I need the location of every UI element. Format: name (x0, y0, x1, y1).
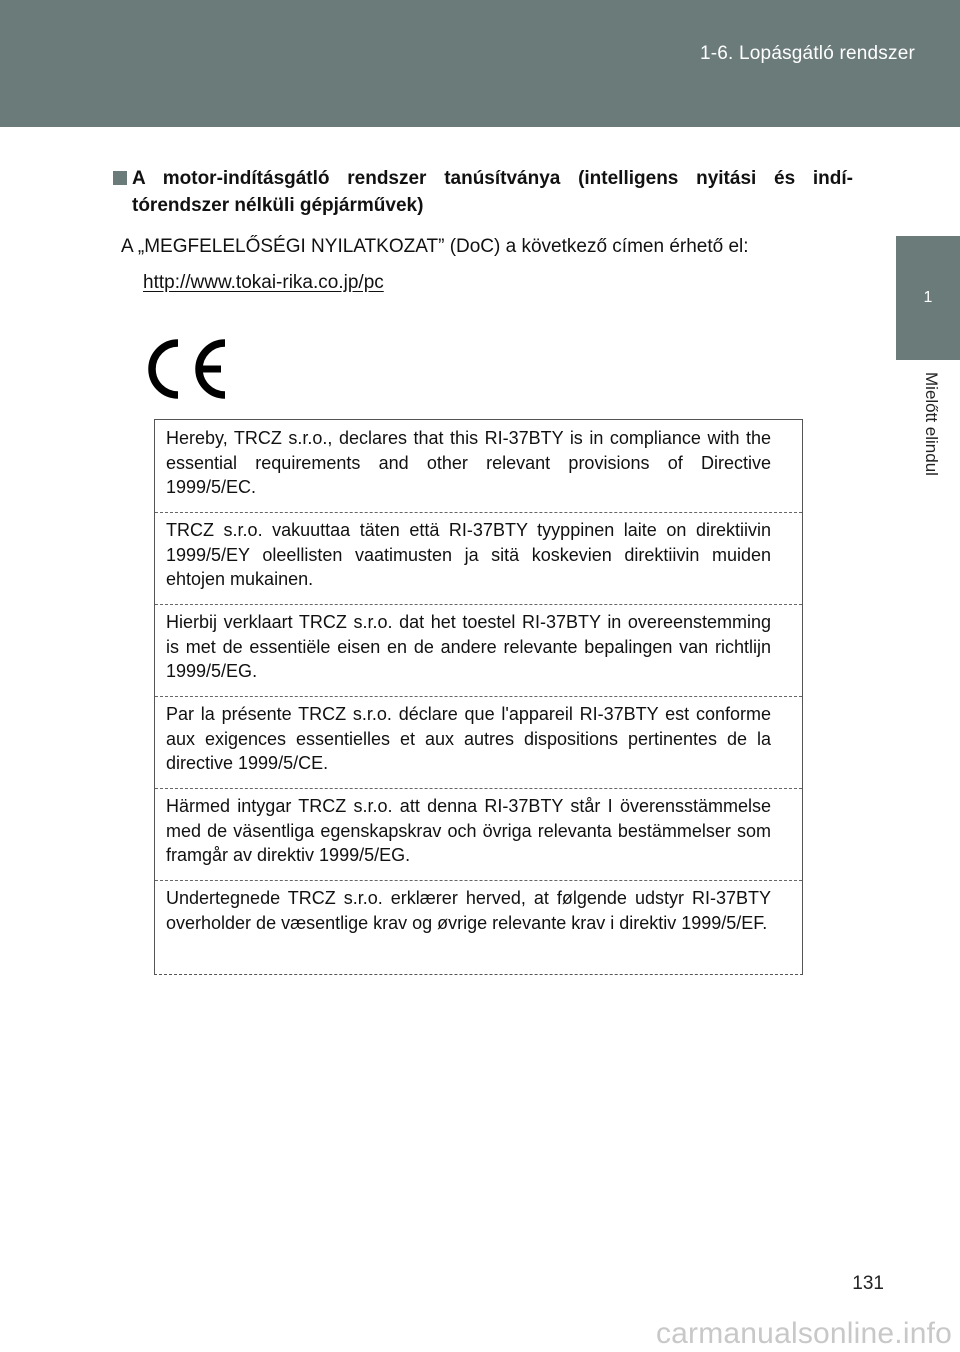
declaration-dutch: Hierbij verklaart TRCZ s.r.o. dat het toestel RI-37BTY in overeenstemming is met de essentiële eisen en de andere relevante bepalingen van richtlijn 1999/5/EG. (166, 612, 771, 681)
declaration-danish: Undertegnede TRCZ s.r.o. erklærer herved, at følgende udstyr RI-37BTY overholder de væsentlige krav og øvrige relevante krav i direktiv 1999/5/EF. (166, 888, 771, 933)
watermark: carmanualsonline.info (655, 1317, 952, 1350)
chapter-tab-label: Mielőtt elindul (922, 372, 941, 476)
section-heading-text: A motor-indításgátló rendszer tanúsítványa (intelligens nyitási és indí- tórendszer nélküli gépjárművek) (132, 168, 853, 216)
declaration-box (154, 419, 803, 975)
doc-link[interactable]: http://www.tokai-rika.co.jp/pc (143, 272, 384, 293)
page-number: 131 (852, 1273, 884, 1294)
square-bullet-icon (113, 171, 127, 185)
ce-mark-icon (145, 337, 233, 401)
declaration-french: Par la présente TRCZ s.r.o. déclare que l'appareil RI-37BTY est conforme aux exigences essentielles et aux autres dispositions pertinentes de la directive 1999/5/CE. (166, 704, 771, 773)
page-header (0, 0, 960, 127)
chapter-tab-number: 1 (896, 236, 960, 360)
section-heading (113, 165, 853, 219)
declaration-swedish: Härmed intygar TRCZ s.r.o. att denna RI-37BTY står I överensstämmelse med de väsentliga egenskapskrav och övriga relevanta bestämmelser som framgår av direktiv 1999/5/EG. (166, 796, 771, 865)
chapter-title: 1-6. Lopásgátló rendszer (700, 43, 915, 64)
doc-sentence: A „MEGFELELŐSÉGI NYILATKOZAT” (DoC) a következő címen érhető el: (121, 236, 749, 257)
declaration-english: Hereby, TRCZ s.r.o., declares that this RI-37BTY is in compliance with the essential requirements and other relevant provisions of Directive 1999/5/EC. (166, 428, 771, 497)
declaration-finnish: TRCZ s.r.o. vakuuttaa täten että RI-37BTY tyyppinen laite on direktiivin 1999/5/EY oleellisten vaatimusten ja sitä koskevien direktiivin muiden ehtojen mukainen. (166, 520, 771, 589)
